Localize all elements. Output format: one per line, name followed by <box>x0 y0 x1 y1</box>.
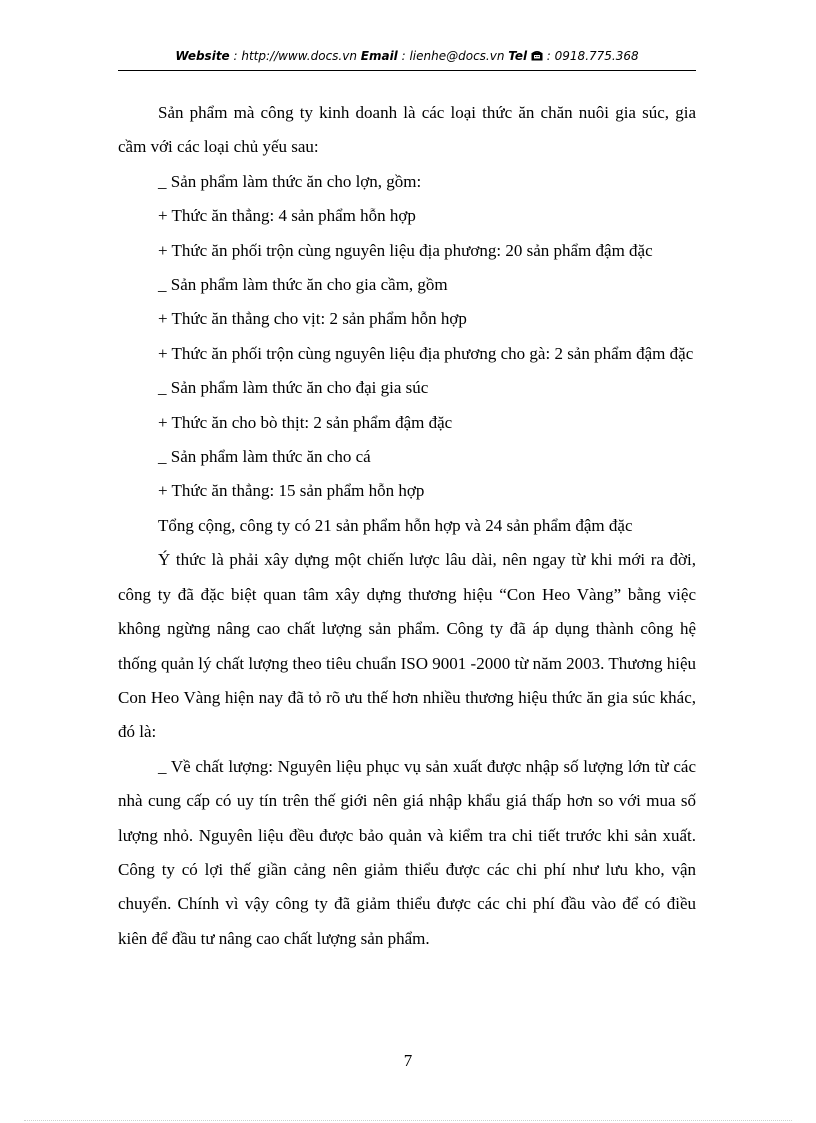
list-item: + Thức ăn thẳng: 4 sản phẩm hỗn hợp <box>158 206 416 226</box>
page-header <box>118 49 696 64</box>
list-item: _ Sản phẩm làm thức ăn cho gia cầm, gồm <box>158 275 448 295</box>
paragraph: Sản phẩm mà công ty kinh doanh là các loại thức ăn chăn nuôi gia súc, gia cầm với các loại chủ yếu sau: <box>118 103 696 157</box>
website-label: Website <box>175 49 230 63</box>
list-item: _ Sản phẩm làm thức ăn cho đại gia súc <box>158 378 429 398</box>
email-label: Email <box>360 49 398 63</box>
email-address: : lienhe@docs.vn <box>397 49 509 63</box>
tel-label: Tel <box>508 49 528 63</box>
list-item: _ Sản phẩm làm thức ăn cho cá <box>158 447 371 467</box>
list-item: + Thức ăn thẳng cho vịt: 2 sản phẩm hỗn hợp <box>158 309 467 329</box>
body-text <box>118 96 696 956</box>
website-url: : http://www.docs.vn <box>229 49 361 63</box>
paragraph: Tổng cộng, công ty có 21 sản phẩm hỗn hợp và 24 sản phẩm đậm đặc <box>158 515 633 535</box>
page-bottom-border <box>24 1120 792 1121</box>
paragraph: Ý thức là phải xây dựng một chiến lược lâu dài, nên ngay từ khi mới ra đời, công ty đã đặc biệt quan tâm xây dựng thương hiệu “Con Heo Vàng” bằng việc không ngừng nâng cao chất lượng sản phẩm. Công ty đã áp dụng thành công hệ thống quản lý chất lượng theo tiêu chuẩn ISO 9001 -2000 từ năm 2003. Thương hiệu Con Heo Vàng hiện nay đã tỏ rõ ưu thế hơn nhiều thương hiệu thức ăn gia súc khác, đó là: <box>118 550 696 742</box>
list-item: + Thức ăn cho bò thịt: 2 sản phẩm đậm đặc <box>158 412 453 432</box>
phone-icon <box>531 50 543 64</box>
list-item: + Thức ăn phối trộn cùng nguyên liệu địa phương cho gà: 2 sản phẩm đậm đặc <box>158 343 694 363</box>
page-number: 7 <box>403 1051 413 1070</box>
list-item: _ Sản phẩm làm thức ăn cho lợn, gồm: <box>158 171 422 191</box>
paragraph: _ Về chất lượng: Nguyên liệu phục vụ sản xuất được nhập số lượng lớn từ các nhà cung cấp có uy tín trên thế giới nên giá nhập khẩu giá thấp hơn so với mua số lượng nhỏ. Nguyên liệu đều được bảo quản và kiểm tra chi tiết trước khi sản xuất. Công ty có lợi thế giần cảng nên giảm thiểu được các chi phí như lưu kho, vận chuyển. Chính vì vậy công ty đã giảm thiểu được các chi phí đầu vào để có điều kiên để đầu tư nâng cao chất lượng sản phẩm. <box>118 756 696 948</box>
header-divider <box>118 70 696 71</box>
list-item: + Thức ăn thẳng: 15 sản phẩm hỗn hợp <box>158 481 425 501</box>
list-item: + Thức ăn phối trộn cùng nguyên liệu địa phương: 20 sản phẩm đậm đặc <box>158 240 653 260</box>
phone-number: : 0918.775.368 <box>542 49 639 63</box>
